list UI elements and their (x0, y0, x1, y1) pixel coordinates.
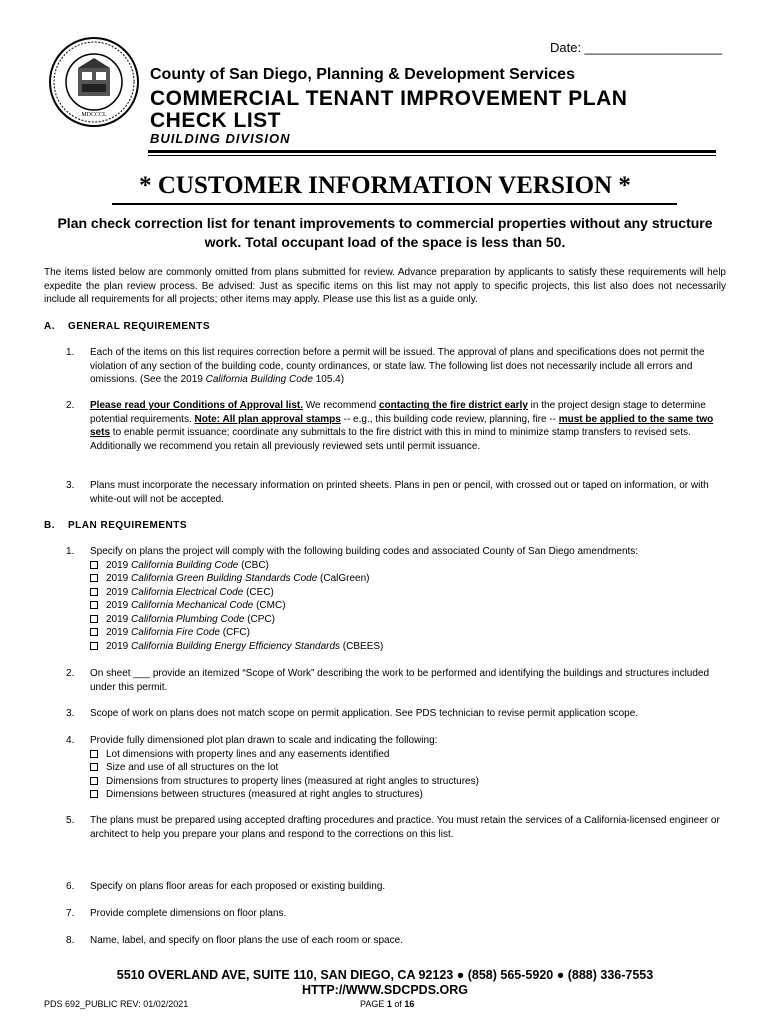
svg-text:MDCCCL: MDCCCL (81, 112, 107, 118)
code-checkbox-row[interactable]: 2019 California Building Energy Efficiency Standards (CBEES) (90, 640, 726, 654)
subtitle: Plan check correction list for tenant improvements to commercial properties without any structure work. Total occupant load of the space is less than 50. (57, 215, 713, 250)
checkbox-icon[interactable] (90, 763, 98, 771)
website-link[interactable]: HTTP://WWW.SDCPDS.ORG (302, 983, 468, 997)
checkbox-icon[interactable] (90, 750, 98, 758)
list-item (66, 907, 726, 921)
version-underline (112, 203, 677, 205)
item-text: Specify on plans the project will comply with the following building codes and associated County of San Diego amendments: (90, 546, 639, 557)
item-number: 2. (66, 400, 75, 411)
item-number: 1. (66, 347, 75, 358)
address-line: 5510 OVERLAND AVE, SUITE 110, SAN DIEGO, CA 92123 ● (858) 565-5920 ● (888) 336-7553 (116, 968, 654, 982)
header-rule-thick (148, 150, 716, 153)
section-b-heading (44, 520, 187, 531)
checkbox-icon[interactable] (90, 777, 98, 785)
organization-name: County of San Diego, Planning & Development Services (150, 66, 575, 83)
list-item (66, 707, 726, 721)
code-checkbox-row[interactable]: 2019 California Mechanical Code (CMC) (90, 599, 726, 613)
list-item (66, 880, 726, 894)
item-number: 5. (66, 815, 75, 826)
item-text: Provide fully dimensioned plot plan drawn to scale and indicating the following: (90, 735, 438, 746)
code-checkbox-row[interactable]: 2019 California Green Building Standards Code (CalGreen) (90, 572, 726, 586)
checkbox-icon[interactable] (90, 615, 98, 623)
list-item (66, 399, 726, 453)
title-line-2: CHECK LIST (150, 109, 281, 132)
section-letter: B. (44, 520, 55, 531)
list-item (66, 934, 726, 948)
list-item (66, 734, 726, 802)
list-item (66, 667, 726, 694)
item-text: The plans must be prepared using accepted drafting procedures and practice. You must retain the services of a California-licensed engineer or architect to help you prepare your plans and respond to the corrections on this list. (90, 815, 720, 840)
plot-checkbox-row[interactable]: Lot dimensions with property lines and any easements identified (90, 748, 726, 762)
checkbox-icon[interactable] (90, 790, 98, 798)
checkbox-icon[interactable] (90, 574, 98, 582)
version-title: * CUSTOMER INFORMATION VERSION * (139, 172, 631, 199)
list-item (66, 814, 726, 841)
form-id: PDS 692_PUBLIC REV: 01/02/2021 (44, 999, 189, 1009)
section-title: PLAN REQUIREMENTS (68, 520, 188, 531)
intro-paragraph: The items listed below are commonly omitted from plans submitted for review. Advance preparation by applicants to satisfy these requirements will help expedite the plan review process. Be advised: Just as specific items on this list may not apply to specific projects, this list also does not necessarily include all requirements for all projects; other items may apply. Please use this list as a guide only. (44, 267, 726, 305)
plot-checkbox-row[interactable]: Dimensions between structures (measured at right angles to structures) (90, 788, 726, 802)
date-field[interactable]: Date: ___________________ (550, 40, 723, 55)
checkbox-icon[interactable] (90, 601, 98, 609)
item-number: 8. (66, 935, 75, 946)
footer-address (0, 968, 770, 998)
section-letter: A. (44, 321, 55, 332)
page-number: PAGE 1 of 16 (360, 999, 415, 1009)
item-number: 4. (66, 735, 75, 746)
item-number: 6. (66, 881, 75, 892)
checkbox-icon[interactable] (90, 561, 98, 569)
item-text: On sheet ___ provide an itemized “Scope of Work” describing the work to be performed and identifying the buildings and structures included under this permit. (90, 668, 710, 693)
county-seal-logo (48, 36, 140, 128)
checkbox-icon[interactable] (90, 588, 98, 596)
document-title (150, 88, 627, 132)
item-number: 3. (66, 708, 75, 719)
code-checkbox-row[interactable]: 2019 California Electrical Code (CEC) (90, 586, 726, 600)
code-checkbox-row[interactable]: 2019 California Building Code (CBC) (90, 559, 726, 573)
checkbox-icon[interactable] (90, 642, 98, 650)
item-number: 3. (66, 480, 75, 491)
item-text: Name, label, and specify on floor plans the use of each room or space. (90, 935, 403, 946)
item-text: Each of the items on this list requires correction before a permit will be issued. The approval of plans and specifications does not permit the violation of any section of the building code, county ordinances, or state law. The following list does not necessarily include all errors and omissions. (See the 2019 California Building Code 105.4) (90, 347, 705, 385)
plot-checkbox-row[interactable]: Size and use of all structures on the lot (90, 761, 726, 775)
item-number: 7. (66, 908, 75, 919)
item-text: Specify on plans floor areas for each proposed or existing building. (90, 881, 386, 892)
list-item (66, 479, 726, 506)
item-number: 2. (66, 668, 75, 679)
list-item (66, 346, 726, 387)
item-text: Scope of work on plans does not match scope on permit application. See PDS technician to revise permit application scope. (90, 708, 639, 719)
code-checkbox-row[interactable]: 2019 California Plumbing Code (CPC) (90, 613, 726, 627)
division-label: BUILDING DIVISION (150, 131, 291, 146)
header-rule-thin (148, 155, 716, 156)
item-text: Plans must incorporate the necessary information on printed sheets. Plans in pen or pencil, with crossed out or taped on information, or with white-out will not be accepted. (90, 480, 709, 505)
checkbox-icon[interactable] (90, 628, 98, 636)
item-text: Please read your Conditions of Approval list. We recommend contacting the fire district early in the project design stage to determine potential requirements. Note: All plan approval stamps -- e.g., this building code review, planning, fire -- must be applied to the same two sets to enable permit issuance; coordinate any submittals to the fire district with this in mind to minimize stamp transfers to revised sets. Additionally we recommend you retain all previously reviewed sets until permit issuance. (90, 400, 714, 452)
item-number: 1. (66, 546, 75, 557)
section-a-heading (44, 321, 210, 332)
item-text: Provide complete dimensions on floor plans. (90, 908, 287, 919)
section-title: GENERAL REQUIREMENTS (68, 321, 211, 332)
code-checkbox-row[interactable]: 2019 California Fire Code (CFC) (90, 626, 726, 640)
list-item (66, 545, 726, 653)
title-line-1: COMMERCIAL TENANT IMPROVEMENT PLAN (150, 87, 628, 110)
plot-checkbox-row[interactable]: Dimensions from structures to property lines (measured at right angles to structures) (90, 775, 726, 789)
